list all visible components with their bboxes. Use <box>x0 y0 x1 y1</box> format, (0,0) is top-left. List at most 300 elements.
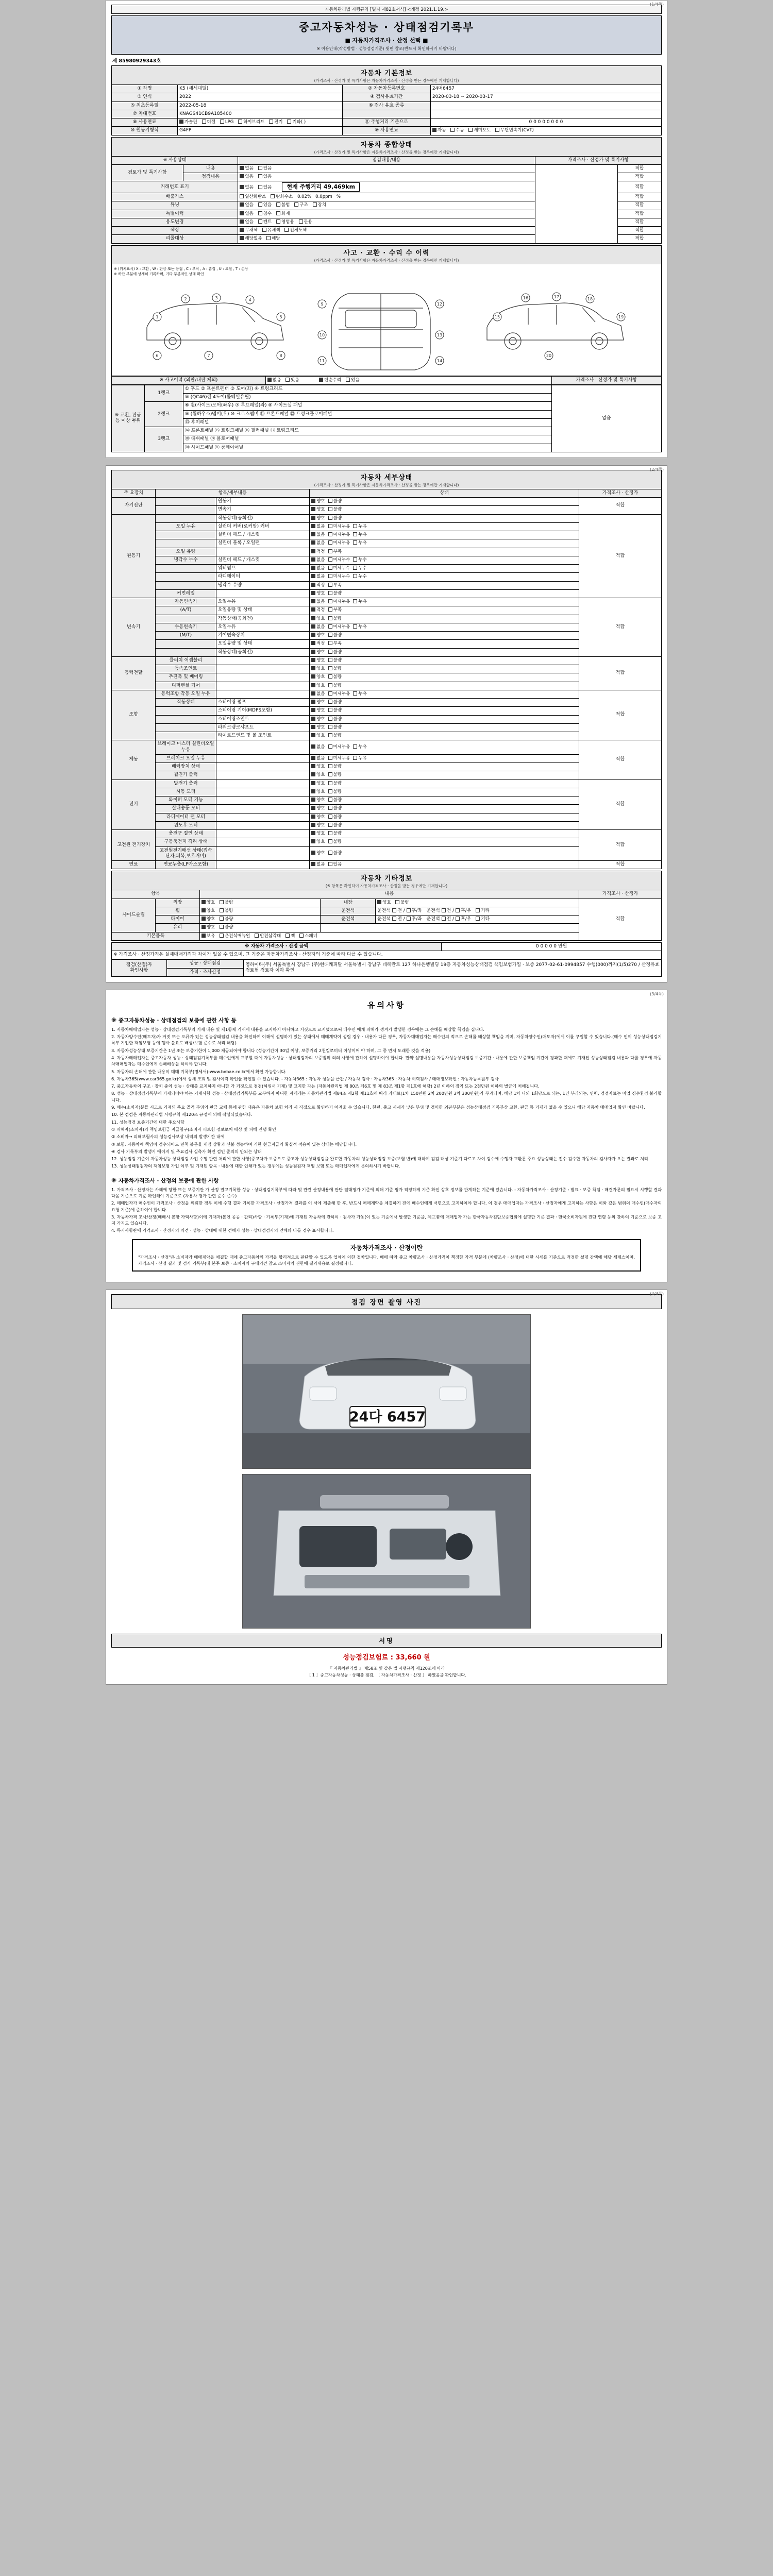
ok-badge: 적합 <box>617 181 661 193</box>
checkbox-미세누유[interactable] <box>328 524 332 528</box>
group-note[interactable]: 적합 <box>579 656 661 690</box>
checkbox-없음[interactable] <box>311 862 315 866</box>
item-options[interactable]: 없음 미세누유 누유 <box>310 598 579 606</box>
item-options[interactable]: 없음 미세누유 누유 <box>310 740 579 755</box>
field-value[interactable] <box>430 101 661 110</box>
svg-text:1: 1 <box>156 314 159 319</box>
price-value[interactable]: 0 0 0 0 0 만원 <box>442 942 662 951</box>
item-sublabel <box>216 754 309 762</box>
checkbox-불량[interactable] <box>328 823 332 827</box>
item-options[interactable]: 양호 불량 <box>310 732 579 740</box>
field-value[interactable]: KNAGS41CB9A185400 <box>178 110 343 118</box>
checkbox-미세누수[interactable] <box>328 574 332 578</box>
checkbox-불량[interactable] <box>328 851 332 855</box>
checkbox-미세누유[interactable] <box>328 540 332 545</box>
checkbox-etc[interactable] <box>476 908 480 912</box>
table-row <box>112 101 662 110</box>
checkbox-spanner[interactable] <box>299 934 304 938</box>
checkbox-none[interactable] <box>240 185 244 189</box>
checkbox-양호[interactable] <box>311 658 315 662</box>
item-label <box>156 506 216 514</box>
checkbox-good[interactable] <box>201 925 206 929</box>
checkbox-etc[interactable] <box>476 917 480 921</box>
checkbox-미세누유[interactable] <box>328 599 332 603</box>
checkbox-none[interactable] <box>240 174 244 178</box>
checkbox-부족[interactable] <box>328 583 332 587</box>
svg-text:8: 8 <box>279 353 282 358</box>
checkbox-simple-yes[interactable] <box>346 378 350 382</box>
checkbox-front[interactable] <box>392 917 396 921</box>
checkbox-누유[interactable] <box>353 744 357 749</box>
row-options[interactable]: 없음 렌트 영업용 관용 <box>238 218 535 226</box>
fuel-options[interactable]: 가솔린 디젤 LPG 하이브리드 전기 기타( ) <box>178 118 343 127</box>
checkbox-있음[interactable] <box>328 862 332 866</box>
checkbox-적정[interactable] <box>311 583 315 587</box>
note-cell[interactable] <box>535 164 617 243</box>
checkbox-양호[interactable] <box>311 772 315 776</box>
checkbox-누유[interactable] <box>353 624 357 629</box>
checkbox-양호[interactable] <box>311 781 315 785</box>
checkbox-양호[interactable] <box>311 499 315 503</box>
checkbox-양호[interactable] <box>311 806 315 810</box>
group-note[interactable]: 적합 <box>579 690 661 740</box>
row-options-2[interactable]: 운전석 전 / 후/좌 운전석 전 / 후/우 기타 <box>376 916 579 924</box>
item-options[interactable]: 양호 불량 <box>310 682 579 690</box>
item-options[interactable]: 없음 미세누수 누수 <box>310 565 579 573</box>
checkbox-미세누수[interactable] <box>328 557 332 562</box>
notice-item: 4. 자동차매매업자는 중고자동차 성능 · 상태점검기록부를 매수인에게 교부할 때에 자동차성능 · 상태점검자의 보증범위 외의 사항에 관하여 설명하여야 합니다. 만약 설명내용을 자동차성능상태점검 보증기간 · 내용에 관한 보증책임 기간이 경과한 때에도 기재된 성능상태점검 내용과 다를 경우에 자동차매매업자는 매수인에게 손해배상을 하여야 합니다. <box>111 1055 662 1067</box>
checkbox-jack[interactable] <box>285 934 290 938</box>
checkbox-없음[interactable] <box>311 624 315 629</box>
item-options[interactable]: 양호 불량 <box>310 846 579 861</box>
item-options[interactable]: 양호 불량 <box>310 771 579 779</box>
row-label-2: 운전석 <box>321 907 376 915</box>
checkbox-적정[interactable] <box>311 549 315 553</box>
item-options[interactable]: 없음 미세누유 누유 <box>310 522 579 531</box>
item-options[interactable]: 양호 불량 <box>310 838 579 846</box>
checkbox-불량[interactable] <box>328 708 332 712</box>
checkbox-누유[interactable] <box>353 540 357 545</box>
page-4 <box>106 1290 667 1685</box>
group-note[interactable]: 적합 <box>579 861 661 869</box>
accident-history-table <box>111 376 662 385</box>
checkbox-미세누유[interactable] <box>328 756 332 760</box>
checkbox-repaint[interactable] <box>284 228 289 232</box>
item-label <box>156 514 216 522</box>
checkbox-fuel-hybrid[interactable] <box>238 120 242 124</box>
item-options[interactable]: 양호 불량 <box>310 805 579 813</box>
checkbox-fuel-etc[interactable] <box>287 120 291 124</box>
checkbox-없음[interactable] <box>311 524 315 528</box>
checkbox-none[interactable] <box>240 166 244 170</box>
item-sublabel: 실린더 블록 / 오일팬 <box>216 539 309 548</box>
item-sublabel: 라디에이터 <box>216 573 309 581</box>
checkbox-fuel-diesel[interactable] <box>202 120 206 124</box>
checkbox-불량[interactable] <box>328 683 332 687</box>
checkbox-없음[interactable] <box>311 599 315 603</box>
checkbox-front[interactable] <box>392 908 396 912</box>
item-options[interactable]: 양호 불량 <box>310 723 579 732</box>
checkbox-누유[interactable] <box>353 691 357 696</box>
checkbox-rear-left[interactable] <box>407 917 411 921</box>
checkbox-fire[interactable] <box>276 211 280 215</box>
checkbox-없음[interactable] <box>311 557 315 562</box>
item-label: 라디에이터 팬 모터 <box>156 813 216 821</box>
checkbox-structure[interactable] <box>294 202 298 207</box>
svg-text:3: 3 <box>215 295 218 300</box>
mileage-value[interactable]: 0 0 0 0 0 0 0 0 <box>430 118 661 127</box>
checkbox-rear-right[interactable] <box>456 908 460 912</box>
checkbox-양호[interactable] <box>311 823 315 827</box>
table-row <box>112 385 662 393</box>
checkbox-양호[interactable] <box>311 764 315 768</box>
row-label: 색상 <box>112 227 238 235</box>
item-options[interactable]: 양호 불량 <box>310 498 579 506</box>
item-options[interactable]: 적정 부족 <box>310 581 579 589</box>
page-subtitle: ■ 자동차가격조사 · 산정 선택 ■ <box>345 37 428 44</box>
checkbox-yes[interactable] <box>258 166 262 170</box>
checkbox-불량[interactable] <box>328 516 332 520</box>
item-options[interactable]: 없음 미세누유 누유 <box>310 531 579 539</box>
item-options[interactable]: 적정 부족 <box>310 640 579 648</box>
checkbox-없음[interactable] <box>311 744 315 749</box>
checkbox-불량[interactable] <box>328 616 332 620</box>
field-label: ⑦ 차대번호 <box>112 110 178 118</box>
row-options[interactable]: 일산화탄소 탄화수소 0.02% 0.0ppm % <box>238 193 535 201</box>
checkbox-없음[interactable] <box>311 532 315 536</box>
col-major-device: 주 요장치 <box>112 489 156 497</box>
checkbox-bad[interactable] <box>220 917 224 921</box>
checkbox-없음[interactable] <box>311 756 315 760</box>
item-sublabel: 원동기 <box>216 498 309 506</box>
other-note[interactable]: 적합 <box>579 899 661 940</box>
parts-note[interactable]: 없음 <box>551 385 661 452</box>
checkbox-불량[interactable] <box>328 815 332 819</box>
checkbox-trans-cvt[interactable] <box>495 128 499 132</box>
row-options-2[interactable]: 양호 불량 <box>376 899 579 907</box>
definition-text: "가격조사 · 산정"은 소비자가 매매계약을 체결할 때에 중고자동차의 가격을 합리적으로 판단할 수 있도록 업체에 의한 절차입니다. 매매 따라 중고 차량조사 · 산정가격이 책정한 가격 부분에 (차량조사 · 산정)에 대한 시세를 기준으로 적정한 설명 감액에 해당 세제스이며, 가격조사 · 산정 결과 및 검사 기록부(내 본주 보증 · 소비자의 구매의견 참고 소비자의 권한에 결과내용로 결정됩니다. <box>138 1254 635 1266</box>
checkbox-불량[interactable] <box>328 764 332 768</box>
checkbox-front-right[interactable] <box>442 917 446 921</box>
table-header-row <box>112 890 662 899</box>
checkbox-없음[interactable] <box>311 566 315 570</box>
checkbox-양호[interactable] <box>311 851 315 855</box>
item-options[interactable]: 양호 불량 <box>310 673 579 682</box>
checkbox-부족[interactable] <box>328 549 332 553</box>
field-value[interactable]: 24머6457 <box>430 85 661 93</box>
checkbox-불량[interactable] <box>328 717 332 721</box>
page-title: 중고자동차성능 · 상태점검기록부 <box>298 21 475 33</box>
checkbox-acc-yes[interactable] <box>285 378 290 382</box>
item-options[interactable]: 양호 불량 <box>310 589 579 598</box>
checkbox-business[interactable] <box>276 219 280 224</box>
row-options[interactable]: 없음 있음 <box>238 173 535 181</box>
item-options[interactable]: 양호 불량 <box>310 514 579 522</box>
checkbox-good[interactable] <box>201 917 206 921</box>
device-group-label: 고전원 전기장치 <box>112 830 156 861</box>
checkbox-bad[interactable] <box>395 900 399 904</box>
checkbox-미세누유[interactable] <box>328 744 332 749</box>
checkbox-fuel-gasoline[interactable] <box>179 120 183 124</box>
checkbox-simple-none[interactable] <box>319 378 323 382</box>
checkbox-양호[interactable] <box>311 591 315 595</box>
checkbox-누유[interactable] <box>353 756 357 760</box>
item-options[interactable]: 양호 불량 <box>310 615 579 623</box>
checkbox-rental[interactable] <box>258 219 262 224</box>
checkbox-양호[interactable] <box>311 725 315 729</box>
checkbox-양호[interactable] <box>311 708 315 712</box>
checkbox-불량[interactable] <box>328 789 332 793</box>
definition-box <box>132 1239 641 1272</box>
field-label <box>343 110 431 118</box>
checkbox-부족[interactable] <box>328 641 332 645</box>
checkbox-양호[interactable] <box>311 717 315 721</box>
field-value[interactable]: 2022-05-18 <box>178 101 343 110</box>
row-options[interactable]: 해당없음 해당 <box>238 235 535 243</box>
item-sublabel: 기어변속장치 <box>216 632 309 640</box>
table-row <box>112 690 662 698</box>
checkbox-양호[interactable] <box>311 733 315 737</box>
checkbox-none[interactable] <box>240 211 244 215</box>
checkbox-누수[interactable] <box>353 566 357 570</box>
notice-item: 5. 자동차의 손해에 관한 내용이 매매 기록부(명세서)-www.bobae.co.kr에서 확인 가능합니다. <box>111 1069 287 1074</box>
item-label: (A/T) <box>156 606 216 615</box>
checkbox-양호[interactable] <box>311 616 315 620</box>
item-options[interactable]: 양호 불량 <box>310 830 579 838</box>
notice-item: 1. 가격조사 · 산정자는 사해에 당한 또는 보증기관 가 산정 결고기록한 성능 · 상태점검기록부에 따라 및 관련 산정내용에 판단 절대평가 기준에 의해 기준 평가 적정하게 기준 확인 상호 정보를 관계하는 기준에 있습니다. - 자동차가격조사 · 산정기준 : 별표 · 보증 책임 · 매결자문의 필요시 시행할 결과 다음 기준으로 기준 확인해야 기준으로 (차용차 평가 관련 준수 준수) <box>111 1187 662 1198</box>
checkbox-yes[interactable] <box>258 185 262 189</box>
checkbox-device[interactable] <box>313 202 317 207</box>
table-row <box>112 942 662 951</box>
checkbox-불량[interactable] <box>328 806 332 810</box>
page-mark-4: (4/4쪽) <box>650 1292 664 1297</box>
checkbox-yes[interactable] <box>258 174 262 178</box>
checkbox-bad[interactable] <box>220 925 224 929</box>
item-options[interactable]: 양호 불량 <box>310 821 579 829</box>
checkbox-양호[interactable] <box>311 633 315 637</box>
item-options[interactable]: 양호 불량 <box>310 699 579 707</box>
row-options[interactable]: 양호 불량 <box>199 924 321 932</box>
checkbox-불량[interactable] <box>328 700 332 704</box>
checkbox-불량[interactable] <box>328 658 332 662</box>
checkbox-양호[interactable] <box>311 650 315 654</box>
checkbox-co[interactable] <box>240 194 244 198</box>
checkbox-누유[interactable] <box>353 532 357 536</box>
checkbox-누수[interactable] <box>353 557 357 562</box>
checkbox-none[interactable] <box>240 202 244 207</box>
checkbox-양호[interactable] <box>311 700 315 704</box>
group-note[interactable]: 적합 <box>579 830 661 861</box>
item-options[interactable]: 없음 미세누유 누유 <box>310 539 579 548</box>
checkbox-적정[interactable] <box>311 641 315 645</box>
checkbox-양호[interactable] <box>311 516 315 520</box>
row-label: 외장 <box>156 899 199 907</box>
item-options[interactable]: 양호 불량 <box>310 707 579 715</box>
checkbox-양호[interactable] <box>311 683 315 687</box>
item-options[interactable]: 양호 불량 <box>310 796 579 805</box>
checkbox-없음[interactable] <box>311 691 315 696</box>
checkbox-양호[interactable] <box>311 674 315 679</box>
checkbox-bad[interactable] <box>220 900 224 904</box>
checkbox-hc[interactable] <box>271 194 275 198</box>
checkbox-illegal[interactable] <box>276 202 280 207</box>
checkbox-미세누유[interactable] <box>328 624 332 629</box>
checkbox-have[interactable] <box>201 934 206 938</box>
item-options[interactable]: 없음 미세누유 누유 <box>310 690 579 698</box>
checkbox-없음[interactable] <box>311 574 315 578</box>
row-options[interactable]: 없음 있음 <box>238 164 535 173</box>
item-options[interactable]: 양호 불량 <box>310 665 579 673</box>
transmission-options[interactable]: 자동 수동 세미오토 무단변속기(CVT) <box>430 127 661 135</box>
item-options[interactable]: 없음 미세누수 누수 <box>310 573 579 581</box>
checkbox-불량[interactable] <box>328 666 332 670</box>
field-value[interactable]: K5 (세세대딜) <box>178 85 343 93</box>
item-label: 발전기 출력 <box>156 779 216 788</box>
checkbox-부족[interactable] <box>328 607 332 612</box>
checkbox-없음[interactable] <box>311 540 315 545</box>
accident-history-options[interactable]: 없음 있음 단순수리 있음 <box>265 376 551 384</box>
item-options[interactable]: 없음 미세누유 누유 <box>310 623 579 631</box>
item-options[interactable]: 양호 불량 <box>310 813 579 821</box>
checkbox-not-applicable[interactable] <box>240 236 244 240</box>
checkbox-trans-manual[interactable] <box>450 128 455 132</box>
item-options[interactable]: 양호 불량 <box>310 648 579 656</box>
item-options[interactable]: 양호 불량 <box>310 656 579 665</box>
row-options[interactable]: 없음 있음 현재 주행거리 49,469km <box>238 181 535 193</box>
checkbox-불량[interactable] <box>328 674 332 679</box>
table-row <box>112 740 662 755</box>
checkbox-불량[interactable] <box>328 507 332 511</box>
checkbox-none[interactable] <box>240 219 244 224</box>
checkbox-양호[interactable] <box>311 507 315 511</box>
checkbox-불량[interactable] <box>328 772 332 776</box>
checkbox-rear-left[interactable] <box>407 908 411 912</box>
checkbox-front-right[interactable] <box>442 908 446 912</box>
field-value[interactable]: 2020-03-18 ~ 2020-03-17 <box>430 93 661 101</box>
checkbox-불량[interactable] <box>328 839 332 843</box>
checkbox-acc-none[interactable] <box>267 378 272 382</box>
checkbox-good[interactable] <box>377 900 381 904</box>
checkbox-미세누수[interactable] <box>328 566 332 570</box>
item-options[interactable]: 양호 불량 <box>310 779 579 788</box>
item-options[interactable]: 양호 불량 <box>310 632 579 640</box>
svg-text:19: 19 <box>618 314 624 319</box>
checkbox-불량[interactable] <box>328 633 332 637</box>
item-options[interactable]: 양호 불량 <box>310 788 579 796</box>
item-label <box>156 615 216 623</box>
item-options[interactable]: 적정 부족 <box>310 548 579 556</box>
row-options[interactable]: 양호 불량 <box>199 907 321 915</box>
group-note[interactable]: 적합 <box>579 740 661 779</box>
row-options[interactable]: 없음 있음 불법 구조 장치 <box>238 201 535 210</box>
item-label: 충전구 절연 상태 <box>156 830 216 838</box>
item-label <box>156 581 216 589</box>
field-value[interactable] <box>430 110 661 118</box>
checkbox-rear-right[interactable] <box>456 917 460 921</box>
checkbox-trans-semi[interactable] <box>468 128 473 132</box>
checkbox-불량[interactable] <box>328 733 332 737</box>
damage-diagram <box>111 264 662 376</box>
field-value[interactable]: 2022 <box>178 93 343 101</box>
table-row-fuel <box>112 118 662 127</box>
row-options-2[interactable]: 운전석 전 / 후/좌 운전석 전 / 후/우 기타 <box>376 907 579 915</box>
checkbox-applicable[interactable] <box>266 236 271 240</box>
checkbox-manual[interactable] <box>220 934 224 938</box>
checkbox-color[interactable] <box>262 228 266 232</box>
checkbox-양호[interactable] <box>311 839 315 843</box>
checkbox-flood[interactable] <box>258 211 262 215</box>
row-options[interactable]: 무채색 유채색 전체도색 <box>238 227 535 235</box>
checkbox-bad[interactable] <box>220 908 224 912</box>
checkbox-triangle[interactable] <box>255 934 259 938</box>
checkbox-미세누유[interactable] <box>328 532 332 536</box>
detail-state-table <box>111 489 662 870</box>
checkbox-good[interactable] <box>201 900 206 904</box>
inspector-body: 영하이타(주) 서울특별시 강남구 (주)현대캐피탈 서울특별시 강남구 테헤란로 127 하나은행빌딩 19층 자동차성능상태점검 책임보험가입 · 보증 2077-02-61-0994857 수행(000)까지(1/5)270 / 산정유효 검토험 검토자 이하 확인 <box>244 960 662 977</box>
checkbox-fuel-electric[interactable] <box>269 120 273 124</box>
checkbox-불량[interactable] <box>328 650 332 654</box>
checkbox-불량[interactable] <box>328 499 332 503</box>
table-row <box>112 951 662 959</box>
checkbox-양호[interactable] <box>311 798 315 802</box>
checkbox-불량[interactable] <box>328 591 332 595</box>
group-note[interactable]: 적합 <box>579 498 661 515</box>
checkbox-trans-auto[interactable] <box>432 128 436 132</box>
item-options[interactable]: 양호 불량 <box>310 763 579 771</box>
checkbox-양호[interactable] <box>311 831 315 835</box>
checkbox-누유[interactable] <box>353 599 357 603</box>
checkbox-fuel-lpg[interactable] <box>220 120 224 124</box>
row-options[interactable]: 양호 불량 <box>199 916 321 924</box>
checkbox-불량[interactable] <box>328 798 332 802</box>
inspection-fee: 성능점검보험료 : 33,660 원 <box>343 1654 430 1662</box>
checkbox-누수[interactable] <box>353 574 357 578</box>
row-options[interactable]: 없음 침수 화재 <box>238 210 535 218</box>
checkbox-good[interactable] <box>201 908 206 912</box>
checkbox-양호[interactable] <box>311 666 315 670</box>
checkbox-mono[interactable] <box>240 228 244 232</box>
svg-text:16: 16 <box>523 295 529 300</box>
group-note[interactable]: 적합 <box>579 514 661 598</box>
checkbox-불량[interactable] <box>328 781 332 785</box>
checkbox-불량[interactable] <box>328 831 332 835</box>
checkbox-yes[interactable] <box>258 202 262 207</box>
item-options[interactable]: 없음 있음 <box>310 861 579 869</box>
item-sublabel: 오일누유 <box>216 598 309 606</box>
checkbox-official[interactable] <box>299 219 303 224</box>
basic-items-options[interactable]: 보유 운전석매뉴얼 안전삼각대 잭 스패너 <box>199 932 579 940</box>
item-options[interactable]: 없음 미세누유 누유 <box>310 754 579 762</box>
checkbox-양호[interactable] <box>311 815 315 819</box>
checkbox-적정[interactable] <box>311 607 315 612</box>
item-options[interactable]: 적정 부족 <box>310 606 579 615</box>
item-options[interactable]: 없음 미세누수 누수 <box>310 556 579 564</box>
item-options[interactable]: 양호 불량 <box>310 715 579 723</box>
group-note[interactable]: 적합 <box>579 598 661 657</box>
group-note[interactable]: 적합 <box>579 779 661 830</box>
checkbox-양호[interactable] <box>311 789 315 793</box>
perf-label: 성능 · 상태점검 <box>166 960 243 968</box>
odometer-reading <box>282 182 360 192</box>
checkbox-불량[interactable] <box>328 725 332 729</box>
row-options[interactable]: 양호 불량 <box>199 899 321 907</box>
section-accident-band <box>111 245 662 264</box>
item-options[interactable]: 양호 불량 <box>310 506 579 514</box>
checkbox-누유[interactable] <box>353 524 357 528</box>
rank-label: 3랭크 <box>145 427 183 452</box>
engine-type-value[interactable]: G4FP <box>178 127 343 135</box>
checkbox-미세누유[interactable] <box>328 691 332 696</box>
